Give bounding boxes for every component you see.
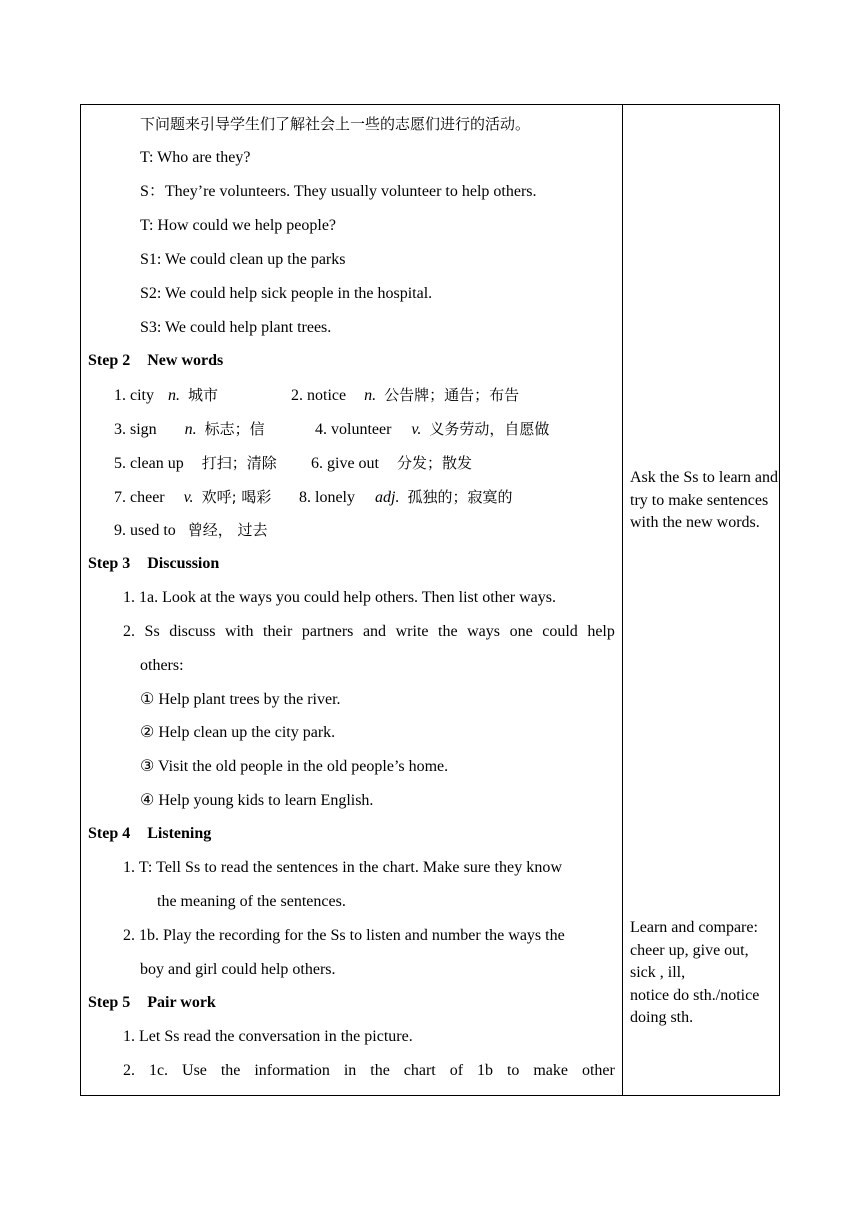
list-item-continued: others: (140, 657, 184, 674)
note-line: notice do sth./notice doing sth. (630, 986, 760, 1026)
note-line: Learn and compare: (630, 919, 758, 936)
word-token: chart (403, 1062, 436, 1079)
way-item: ① Help plant trees by the river. (140, 691, 341, 708)
word-token: make (533, 1062, 568, 1079)
list-item: 1. T: Tell Ss to read the sentences in the chart. Make sure they know (123, 859, 563, 876)
list-item-continued: the meaning of the sentences. (157, 893, 346, 910)
word: 1. city (114, 387, 154, 404)
step-number: Step 2 (88, 352, 131, 369)
dialogue-line: S2: We could help sick people in the hospital. (140, 285, 433, 302)
word-token: to (506, 1062, 520, 1079)
word: 8. lonely (299, 489, 355, 506)
way-item: ② Help clean up the city park. (140, 724, 336, 741)
dialogue-line: S3: We could help plant trees. (140, 319, 332, 336)
word-token: 1b (476, 1062, 493, 1079)
word: 2. notice (291, 387, 347, 404)
word-token: 2. (123, 623, 135, 640)
list-item: 2. 1b. Play the recording for the Ss to listen and number the ways the (123, 927, 565, 944)
list-item: 1. Let Ss read the conversation in the picture. (123, 1028, 413, 1045)
part-of-speech: v. (411, 421, 422, 438)
part-of-speech: n. (364, 387, 377, 404)
step-number: Step 4 (88, 825, 131, 842)
word-entry (311, 453, 472, 474)
word: 9. used to (114, 522, 176, 539)
step-3-heading (88, 554, 219, 574)
meaning: 城市 (188, 386, 219, 404)
word-token: Ss (144, 623, 160, 640)
notes-column (623, 105, 779, 1095)
word-entry (114, 385, 218, 406)
step-number: Step 5 (88, 994, 131, 1011)
dialogue-line: T: How could we help people? (140, 217, 337, 234)
step-name: New words (147, 352, 224, 369)
word-token: of (449, 1062, 464, 1079)
word-entry (299, 487, 512, 508)
dialogue-line: S1: We could clean up the parks (140, 251, 346, 268)
teaching-note (630, 917, 778, 1030)
word-token: could (542, 623, 578, 640)
word-entry (315, 419, 549, 440)
word-token: in (343, 1062, 357, 1079)
step-5-heading (88, 993, 216, 1013)
word-token: the (370, 1062, 390, 1079)
word-token: partners (301, 623, 354, 640)
list-item (123, 1061, 615, 1081)
word: 5. clean up (114, 455, 184, 472)
word-entry (114, 419, 265, 440)
way-item: ④ Help young kids to learn English. (140, 792, 374, 809)
word-entry (291, 385, 519, 406)
meaning: 义务劳动，自愿做 (429, 420, 550, 438)
intro-text: 下问题来引导学生们了解社会上一些的志愿们进行的活动。 (140, 115, 531, 133)
word-token: discuss (169, 623, 216, 640)
step-name: Pair work (147, 994, 216, 1011)
dialogue-line: T: Who are they? (140, 149, 251, 166)
word-token: one (509, 623, 533, 640)
word-token: the (220, 1062, 241, 1079)
word: 6. give out (311, 455, 379, 472)
word-token: help (587, 623, 615, 640)
step-2-heading (88, 351, 223, 371)
step-4-heading (88, 824, 211, 844)
way-item: ③ Visit the old people in the old people’s home. (140, 758, 449, 775)
step-number: Step 3 (88, 555, 131, 572)
note-line: cheer up, give out, (630, 941, 749, 959)
word: 7. cheer (114, 489, 165, 506)
part-of-speech: n. (168, 387, 180, 404)
word-entry (114, 520, 268, 541)
word: 3. sign (114, 421, 157, 438)
part-of-speech: n. (184, 421, 197, 438)
dialogue-line: S：They’re volunteers. They usually volunteer to help others. (140, 183, 537, 200)
teaching-note: Ask the Ss to learn and try to make sentences with the new words. (630, 469, 778, 531)
step-name: Listening (147, 825, 212, 842)
word-token: their (263, 623, 293, 640)
word-entry (114, 453, 277, 474)
word-token: with (225, 623, 254, 640)
step-name: Discussion (147, 555, 220, 572)
word-token: and (362, 623, 387, 640)
meaning: 欢呼; 喝彩 (201, 488, 272, 506)
meaning: 孤独的；寂寞的 (407, 488, 513, 506)
lesson-table (80, 104, 780, 1096)
word-token: the (438, 623, 458, 640)
word-token: ways (467, 623, 501, 640)
word-token: 1c. (148, 1062, 169, 1079)
meaning: 曾经， 过去 (187, 521, 268, 539)
meaning: 公告牌；通告；布告 (384, 386, 520, 404)
meaning: 打扫；清除 (201, 454, 277, 472)
word-token: write (395, 623, 429, 640)
meaning: 分发；散发 (397, 454, 473, 472)
meaning: 标志；信 (204, 420, 265, 438)
procedure-column (81, 105, 622, 1095)
list-item (123, 622, 615, 642)
word-token: information (254, 1062, 330, 1079)
note-line: sick , ill, (630, 964, 686, 981)
word: 4. volunteer (315, 421, 392, 438)
word-token: Use (182, 1062, 207, 1079)
word-entry (114, 487, 271, 508)
word-token: 2. (123, 1062, 135, 1079)
word-token: other (581, 1062, 615, 1079)
part-of-speech: v. (183, 489, 194, 506)
part-of-speech: adj. (375, 489, 400, 506)
list-item: 1. 1a. Look at the ways you could help others. Then list other ways. (123, 589, 556, 606)
list-item-continued: boy and girl could help others. (140, 961, 336, 978)
